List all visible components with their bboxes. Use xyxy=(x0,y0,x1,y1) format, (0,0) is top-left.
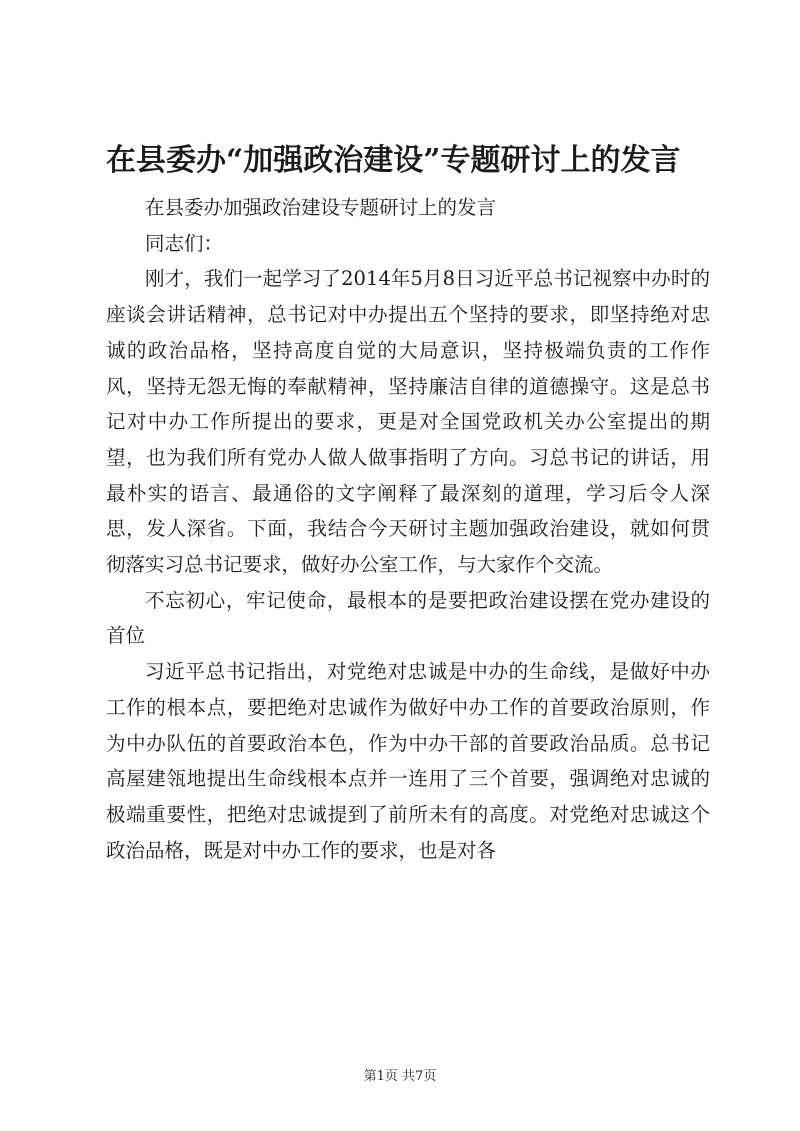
body-paragraph: 刚才，我们一起学习了2014年5月8日习近平总书记视察中办时的座谈会讲话精神，总书记对中办提出五个坚持的要求，即坚持绝对忠诚的政治品格，坚持高度自觉的大局意识，坚持极端负责的工作作风，坚持无怨无悔的奉献精神，坚持廉洁自律的道德操守。这是总书记对中办工作所提出的要求，更是对全国党政机关办公室提出的期望，也为我们所有党办人做人做事指明了方向。习总书记的讲话，用最朴实的语言、最通俗的文字阐释了最深刻的道理，学习后令人深思，发人深省。下面，我结合今天研讨主题加强政治建设，就如何贯彻落实习总书记要求，做好办公室工作，与大家作个交流。 xyxy=(106,267,710,577)
subtitle-paragraph: 在县委办加强政治建设专题研讨上的发言 xyxy=(145,196,497,219)
body-paragraph: 习近平总书记指出，对党绝对忠诚是中办的生命线，是做好中办工作的根本点，要把绝对忠诚作为做好中办工作的首要政治原则，作为中办队伍的首要政治本色，作为中办干部的首要政治品质。总书记高屋建瓴地提出生命线根本点并一连用了三个首要，强调绝对忠诚的极端重要性，把绝对忠诚提到了前所未有的高度。对党绝对忠诚这个政治品格，既是对中办工作的要求，也是对各 xyxy=(106,660,710,862)
salutation-paragraph: 同志们： xyxy=(145,231,224,255)
page-footer: 第1页 共7页 xyxy=(363,1069,437,1084)
document-body xyxy=(106,190,710,868)
section-heading-paragraph: 不忘初心，牢记使命，最根本的是要把政治建设摆在党办建设的首位 xyxy=(106,588,710,648)
document-title: 在县委办“加强政治建设”专题研讨上的发言 xyxy=(106,143,681,178)
